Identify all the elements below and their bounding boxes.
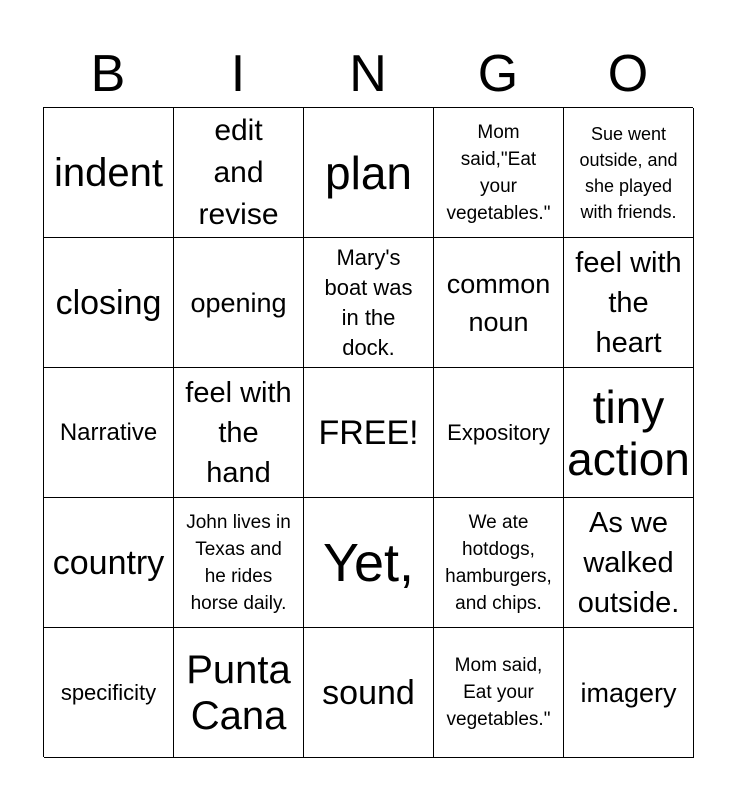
cell-text: Mom said,"Eat your vegetables." [446,121,551,224]
bingo-cell[interactable] [304,628,434,758]
bingo-board [43,107,693,757]
cell-text: Punta Cana [186,647,291,738]
bingo-cell[interactable] [564,108,694,238]
cell-text: edit and revise [198,113,279,231]
bingo-cell[interactable] [564,498,694,628]
cell-text: We ate hotdogs, hamburgers, and chips. [445,511,552,614]
header-letter-b: B [90,45,126,103]
cell-text: Expository [447,419,550,445]
cell-text: John lives in Texas and he rides horse daily. [186,511,291,614]
bingo-cell[interactable] [434,628,564,758]
cell-text: Mom said, Eat your vegetables." [446,655,551,730]
bingo-cell[interactable] [174,238,304,368]
header-letter-n: N [349,45,387,103]
header-letter-o: O [607,45,649,103]
bingo-cell[interactable] [434,238,564,368]
cell-text: sound [322,673,415,712]
bingo-cell[interactable] [174,628,304,758]
cell-text: feel with the heart [575,246,682,359]
bingo-cell[interactable] [174,108,304,238]
cell-text: feel with the hand [185,376,292,489]
bingo-cell[interactable] [44,498,174,628]
cell-text: Mary's boat was in the dock. [324,244,413,360]
bingo-cell[interactable] [564,368,694,498]
bingo-cell[interactable] [44,368,174,498]
bingo-cell[interactable] [434,108,564,238]
bingo-cell[interactable] [44,108,174,238]
bingo-cell[interactable] [564,238,694,368]
cell-text: Yet, [322,532,415,593]
bingo-cell[interactable] [564,628,694,758]
cell-text: Sue went outside, and she played with friends. [579,123,678,222]
cell-text: common noun [446,268,551,337]
header-letter-i: I [230,45,246,103]
bingo-cell[interactable] [44,628,174,758]
bingo-cell[interactable] [304,498,434,628]
cell-text: opening [190,287,287,318]
bingo-cell[interactable] [304,108,434,238]
cell-text: closing [55,283,162,322]
bingo-cell[interactable] [304,238,434,368]
cell-text: Narrative [59,418,158,446]
cell-text: specificity [60,679,157,705]
bingo-cell[interactable] [174,498,304,628]
bingo-cell[interactable] [434,498,564,628]
free-space-cell[interactable] [304,368,434,498]
cell-text: FREE! [318,413,419,452]
cell-text: As we walked outside. [577,506,680,619]
cell-text: plan [325,146,412,199]
bingo-cell[interactable] [434,368,564,498]
cell-text: indent [54,150,163,195]
cell-text: imagery [580,677,677,708]
header-letter-g: G [477,45,519,103]
bingo-cell[interactable] [174,368,304,498]
bingo-cell[interactable] [44,238,174,368]
bingo-header [43,42,693,106]
cell-text: tiny action [567,380,690,485]
cell-text: country [52,543,165,582]
